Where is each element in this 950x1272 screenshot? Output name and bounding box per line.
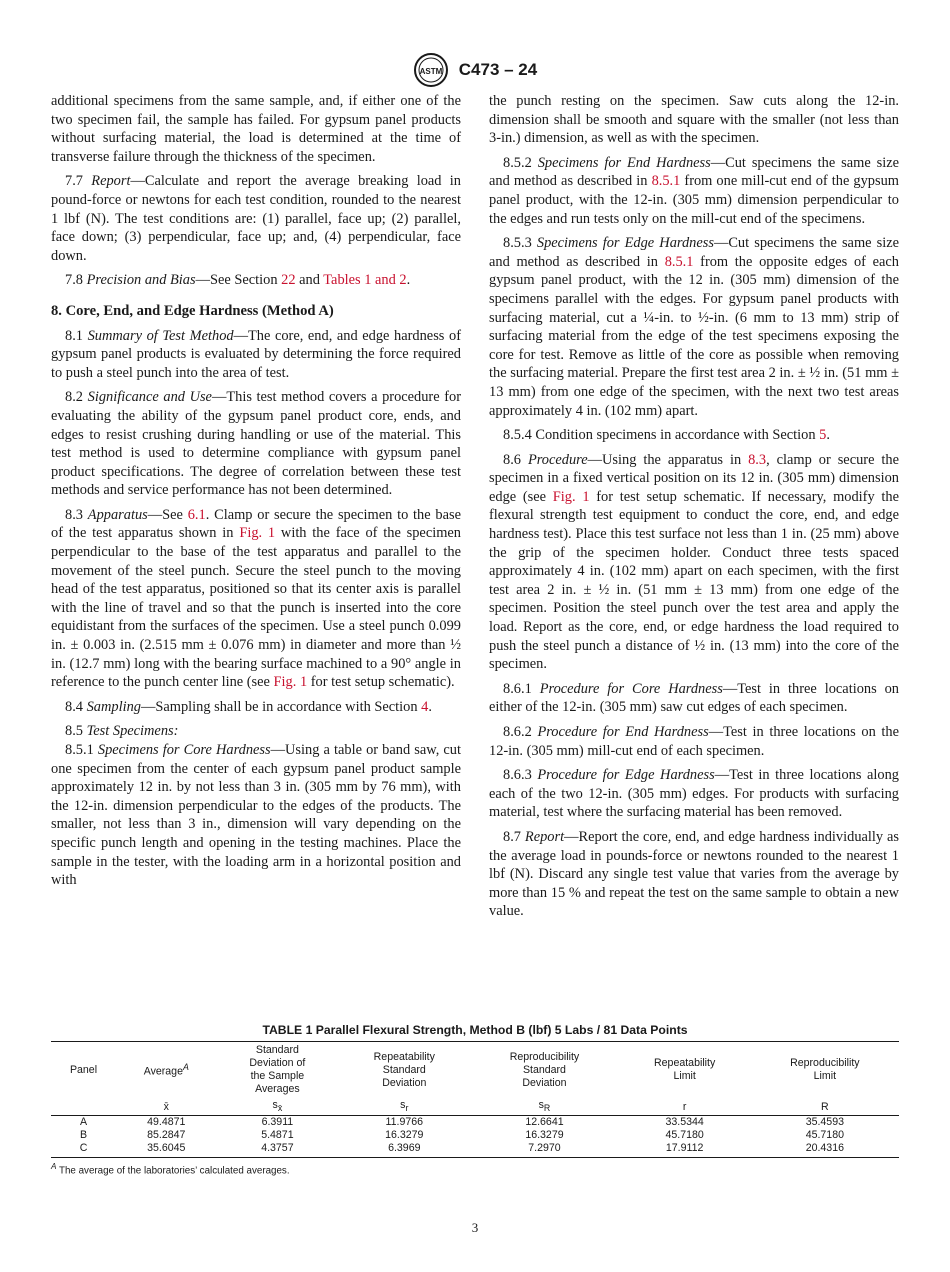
col-header-average: Average$^A$ [116, 1042, 217, 1099]
paragraph-7-8: 7.8 Precision and Bias—See Section 22 and Tables 1 and 2. [65, 272, 411, 289]
paragraph-8-6-1: 8.6.1 Procedure for Core Hardness—Test in three locations on either of the 12-in. (305 mm) saw cut edges of each specimen. [489, 680, 899, 716]
table-footnote: $^A$ The average of the laboratories’ calculated averages. [51, 1162, 290, 1177]
col-header-panel: Panel [51, 1042, 116, 1099]
symbol-repeatability-sd: $s_r$ [338, 1098, 470, 1116]
table-row: C 35.6045 4.3757 6.3969 7.2970 17.9112 20.4316 [51, 1142, 899, 1158]
fig-1-link[interactable]: Fig. 1 [273, 674, 308, 691]
paragraph-continued: the punch resting on the specimen. Saw cuts along the 12-in. dimension shall be smooth and square with the smaller (not less than 3-in.) dimension, as well as with the specimen. [489, 93, 899, 147]
paragraph-8-7: 8.7 Report—Report the core, end, and edge hardness individually as the average load in pounds-force or newtons rounded to the nearest 1 lbf (N). Discard any single test value that varies from the average by more than 15 % and repeat the test on the same sample to obtain a new value. [489, 828, 899, 920]
table-title: TABLE 1 Parallel Flexural Strength, Method B (lbf) 5 Labs / 81 Data Points [262, 1023, 688, 1037]
right-column [489, 92, 899, 927]
paragraph-8-6: 8.6 Procedure—Using the apparatus in 8.3, clamp or secure the specimen in a fixed vertical position on its 12 in. (305 mm) dimension edge (see Fig. 1 for test setup schematic. If necessary, modify the flexural strength test equipment to conduct the core, end, and edge hardness test). Place this test surface not less than 1 in. (25 mm) above the grip of the specimen holder. Conduct three tests spaced approximately 4 in. (102 mm) apart on each specimen, with the first test area 2 in. ± ½ in. (51 mm ± 13 mm) from one edge of the specimen. Position the steel punch over the test area and apply the load. Report as the core, end, or edge hardness the load required to push the steel punch a distance of ½ in. (13 mm) into the core of the specimen. [489, 451, 899, 673]
paragraph-8-5: 8.5 Test Specimens: [65, 723, 179, 740]
paragraph-8-4: 8.4 Sampling—Sampling shall be in accordance with Section 4. [65, 698, 432, 715]
paragraph-8-3: 8.3 Apparatus—See 6.1. Clamp or secure the specimen to the base of the test apparatus shown in Fig. 1 with the face of the specimen perpendicular to the base of the test apparatus and parallel to the movement of the steel punch. Secure the steel punch to the moving head of the test apparatus, positioned so that its center axis is parallel with the line of travel and so that the punch is inserted into the core equidistant from the surfaces of the specimen. Use a steel punch 0.099 in. ± 0.003 in. (2.515 mm ± 0.076 mm) in diameter and more than ½ in. (12.7 mm) long with the bearing surface machined to a 90° angle in reference to the punch center line (see Fig. 1 for test setup schematic). [51, 506, 461, 691]
fig-1-link[interactable]: Fig. 1 [552, 488, 590, 505]
symbol-reproducibility-sd: $s_R$ [470, 1098, 618, 1116]
document-designation: C473 – 24 [458, 60, 538, 79]
paragraph-8-2: 8.2 Significance and Use—This test method covers a procedure for evaluating the ability of the gypsum panel product core, ends, and edges to resist crushing during handling or use of the material. This test method is used to determine compliance with gypsum panel product specifications. The degree of correlation between these test methods and service performance has not been determined. [51, 389, 461, 499]
tables-1-2-link[interactable]: Tables 1 and 2 [323, 272, 407, 289]
paragraph-8-6-2: 8.6.2 Procedure for End Hardness—Test in three locations on the 12-in. (305 mm) mill-cut end of each specimen. [489, 724, 899, 759]
left-column [51, 92, 461, 896]
section-22-link[interactable]: 22 [281, 272, 296, 289]
fig-1-link[interactable]: Fig. 1 [239, 525, 276, 542]
symbol-repeatability-limit: r [619, 1098, 751, 1116]
paragraph-8-1: 8.1 Summary of Test Method—The core, end, and edge hardness of gypsum panel products is evaluated by determining the force required to push a steel punch into the area of test. [51, 327, 461, 381]
page-number: 3 [471, 1220, 479, 1235]
col-header-sd: Standard Deviation of the Sample Averages [217, 1042, 339, 1099]
symbol-reproducibility-limit: R [751, 1098, 899, 1116]
symbol-average: x̄ [116, 1098, 217, 1116]
paragraph-8-6-3: 8.6.3 Procedure for Edge Hardness—Test in three locations along each of the two 12-in. (305 mm) edges. For products with surfacing material, test where the surfacing material has been removed. [489, 767, 899, 821]
section-8-heading: 8. Core, End, and Edge Hardness (Method A) [51, 302, 334, 319]
section-8-5-1-link[interactable]: 8.5.1 [664, 253, 694, 270]
symbol-panel [51, 1098, 116, 1116]
svg-text:ASTM: ASTM [419, 67, 443, 76]
section-4-link[interactable]: 4 [421, 698, 429, 715]
paragraph-7-7: 7.7 Report—Calculate and report the average breaking load in pound-force or newtons for each test condition, rounded to the nearest 1 lbf (N). The test conditions are: (1) parallel, face up; (2) parallel, face down; (3) perpendicular, face up; and, (4) perpendicular, face down. [51, 173, 461, 264]
section-8-5-1-link[interactable]: 8.5.1 [651, 173, 681, 190]
col-header-reproducibility-sd: Reproducibility Standard Deviation [470, 1042, 618, 1099]
astm-logo-icon [413, 52, 449, 88]
paragraph-8-5-4: 8.5.4 Condition specimens in accordance with Section 5. [503, 427, 830, 444]
paragraph-8-5-1: 8.5.1 Specimens for Core Hardness—Using a table or band saw, cut one specimen from the center of each gypsum panel product sample approximately 12 in. by not less than 3 in. (305 mm by 76 mm), with the 12-in. dimension perpendicular to the edges of the products. The smaller, not less than 3 in., dimension will vary depending on the specific punch length and opening in the testing machines. Place the sample in the tester, with the loading arm in a horizontal position and with [51, 742, 461, 889]
page-header [0, 52, 950, 88]
table-row: A 49.4871 6.3911 11.9766 12.6641 33.5344 35.4593 [79, 1116, 844, 1129]
section-8-3-link[interactable]: 8.3 [748, 451, 767, 468]
table-1 [51, 1023, 899, 1176]
data-table [51, 1041, 899, 1158]
paragraph-8-5-2: 8.5.2 Specimens for End Hardness—Cut specimens the same size and method as described in 8.5.1 from one mill-cut end of the gypsum panel product, with the 12-in. (305 mm) dimension perpendicular to the edges and run tests only on the mill-cut end of the specimens. [489, 154, 899, 227]
symbol-sd: $s_{x̄}$ [217, 1098, 339, 1116]
paragraph-continued: additional specimens from the same sample, and, if either one of the two specimen fail, the sample has failed. For gypsum panel products without surfacing material, the load is determined at the time of transverse failure through the thickness of the specimen. [51, 93, 461, 165]
section-6-1-link[interactable]: 6.1 [187, 506, 206, 523]
section-5-link[interactable]: 5 [819, 427, 827, 444]
table-row: B 85.2847 5.4871 16.3279 16.3279 45.7180 45.7180 [79, 1129, 844, 1142]
col-header-repeatability-limit: Repeatability Limit [619, 1042, 751, 1099]
paragraph-8-5-3: 8.5.3 Specimens for Edge Hardness—Cut specimens the same size and method as described in 8.5.1 from the opposite edges of each gypsum panel product, with the 12 in. (305 mm) dimension of the specimens parallel with the edges. For gypsum panel products with surfacing material, cut a ¼-in. to ½-in. (6 mm to 13 mm) strip of surfacing material from the edge of the test specimens exposing the core for test. Remove as little of the core as possible when removing the surfacing material. Prepare the first test area 2 in. ± ½ in. (51 mm ± 13 mm) from one edge of the specimen, with the next two test areas approximately 4 in. (102 mm) apart. [489, 235, 899, 419]
col-header-reproducibility-limit: Reproducibility Limit [751, 1042, 899, 1099]
col-header-repeatability-sd: Repeatability Standard Deviation [338, 1042, 470, 1099]
